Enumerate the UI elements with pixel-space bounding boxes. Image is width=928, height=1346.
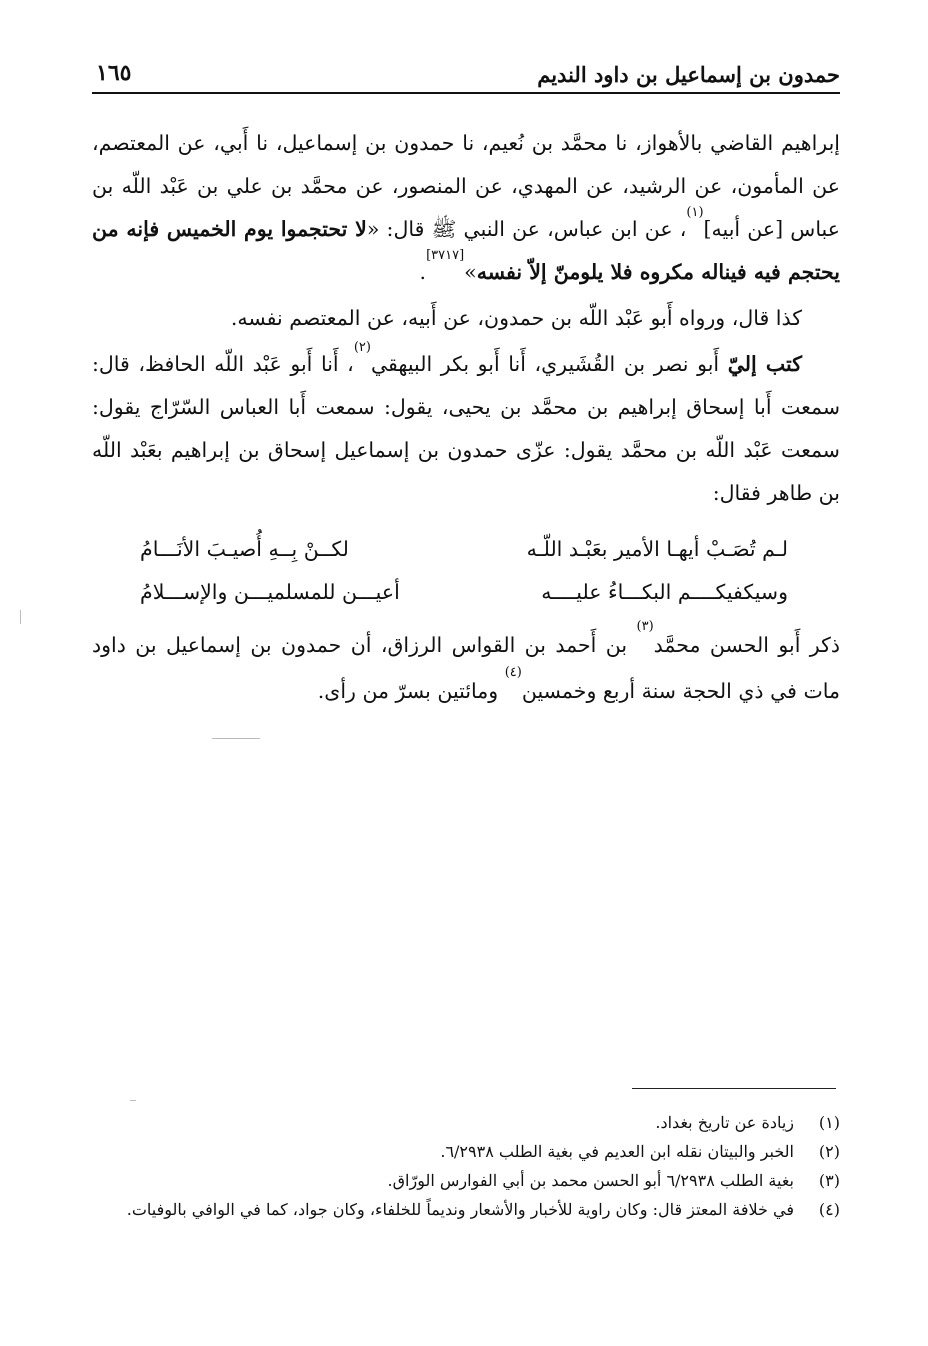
- footnotes: [92, 1108, 840, 1224]
- paragraph-second-chain: [92, 340, 840, 515]
- chain-opening: كتب إليّ: [727, 352, 802, 376]
- scan-speck: [212, 738, 260, 739]
- paragraph-text: ومائتين بسرّ من رأى.: [317, 679, 505, 703]
- poem-first-hemistich: لـم تُصَـبْ أيهـا الأمير بعَبْـد اللّـه: [526, 537, 788, 561]
- paragraph-narration-note: كذا قال، ورواه أَبو عَبْد اللّه بن حمدون، عن أَبيه، عن المعتصم نفسه.: [230, 306, 802, 330]
- scan-speck: [20, 610, 21, 624]
- paragraph-text: ذكر أَبو الحسن محمَّد: [653, 633, 840, 657]
- running-title: حمدون بن إسماعيل بن داود النديم: [537, 62, 840, 87]
- footnote-number: (٣): [818, 1171, 840, 1190]
- footnote-separator: [632, 1088, 836, 1089]
- footnote-ref-4: (٤): [504, 665, 522, 680]
- scan-speck: [130, 1100, 136, 1101]
- poem-line: [140, 528, 788, 571]
- footnote: [92, 1195, 840, 1224]
- closing-quote: »: [464, 260, 477, 284]
- footnote-ref-1: (١): [686, 205, 704, 220]
- paragraph-end: .: [419, 260, 427, 284]
- running-header: [92, 58, 840, 94]
- poem-line: [140, 571, 788, 614]
- poem-first-hemistich: وسيكفيكــــم البكـــاءُ عليــــه: [541, 580, 788, 604]
- paragraph-death-note: [92, 619, 840, 714]
- footnote-number: (١): [818, 1113, 840, 1132]
- paragraph-text: بن أَحمد بن القواس الرزاق، أن حمدون بن إسماعيل بن داود مات في ذي الحجة سنة أربع وخمسين: [92, 633, 840, 703]
- footnote-text: زيادة عن تاريخ بغداد.: [655, 1113, 794, 1132]
- footnote-text: الخبر والبيتان نقله ابن العديم في بغية الطلب ٦/٢٩٣٨.: [440, 1142, 794, 1161]
- footnote: [92, 1108, 840, 1137]
- hadith-text: لا تحتجموا يوم الخميس فإنه من يحتجم فيه فيناله مكروه فلا يلومنّ إلاّ نفسه: [92, 217, 840, 284]
- paragraph-text: أَبو نصر بن القُشَيري، أَنا أَبو بكر البيهقي: [370, 352, 728, 376]
- poem-second-hemistich: لكــنْ بِــهِ أُصيـبَ الأنَـــامُ: [140, 537, 349, 561]
- poem-verses: [140, 528, 788, 614]
- footnote-text: بغية الطلب ٦/٢٩٣٨ أبو الحسن محمد بن أبي الفوارس الورّاق.: [387, 1171, 794, 1190]
- paragraph-hadith-chain: [92, 122, 840, 294]
- hadith-reference-number: [٣٧١٧]: [426, 248, 465, 263]
- poem-second-hemistich: أعيـــن للمسلميـــن والإســـلامُ: [140, 580, 400, 604]
- paragraph-text: ، عن ابن عباس، عن النبي ﷺ قال: «: [366, 217, 687, 241]
- footnote-ref-3: (٣): [636, 619, 654, 634]
- page-number: ١٦٥: [96, 60, 132, 86]
- closing-paragraph: [92, 619, 840, 714]
- paragraph-text: ، أَنا أَبو عَبْد اللّه الحافظ، قال: سمعت أَبا إسحاق إبراهيم بن محمَّد بن يحيى، يقول: سمعت أَبا العباس السّرّاج يقول: سمعت عَبْد اللّه بن محمَّد يقول: عزّى حمدون بن إسماعيل إسحاق بن إبراهيم بعَبْد اللّه بن طاهر فقال:: [92, 352, 840, 505]
- footnote: [92, 1137, 840, 1166]
- footnote-number: (٢): [818, 1142, 840, 1161]
- main-text: [92, 122, 840, 515]
- footnote-number: (٤): [818, 1200, 840, 1219]
- footnote: [92, 1166, 840, 1195]
- footnote-ref-2: (٢): [353, 340, 371, 355]
- paragraph-text: إبراهيم القاضي بالأهواز، نا محمَّد بن نُعيم، نا حمدون بن إسماعيل، نا أَبي، عن المعتصم، عن المأمون، عن الرشيد، عن المهدي، عن المنصور، عن محمَّد بن علي بن عَبْد اللّه بن عباس [عن أبيه]: [92, 131, 840, 241]
- footnote-text: في خلافة المعتز قال: وكان راوية للأخبار والأشعار ونديماً للخلفاء، وكان جواد، كما في الوافي بالوفيات.: [126, 1200, 794, 1219]
